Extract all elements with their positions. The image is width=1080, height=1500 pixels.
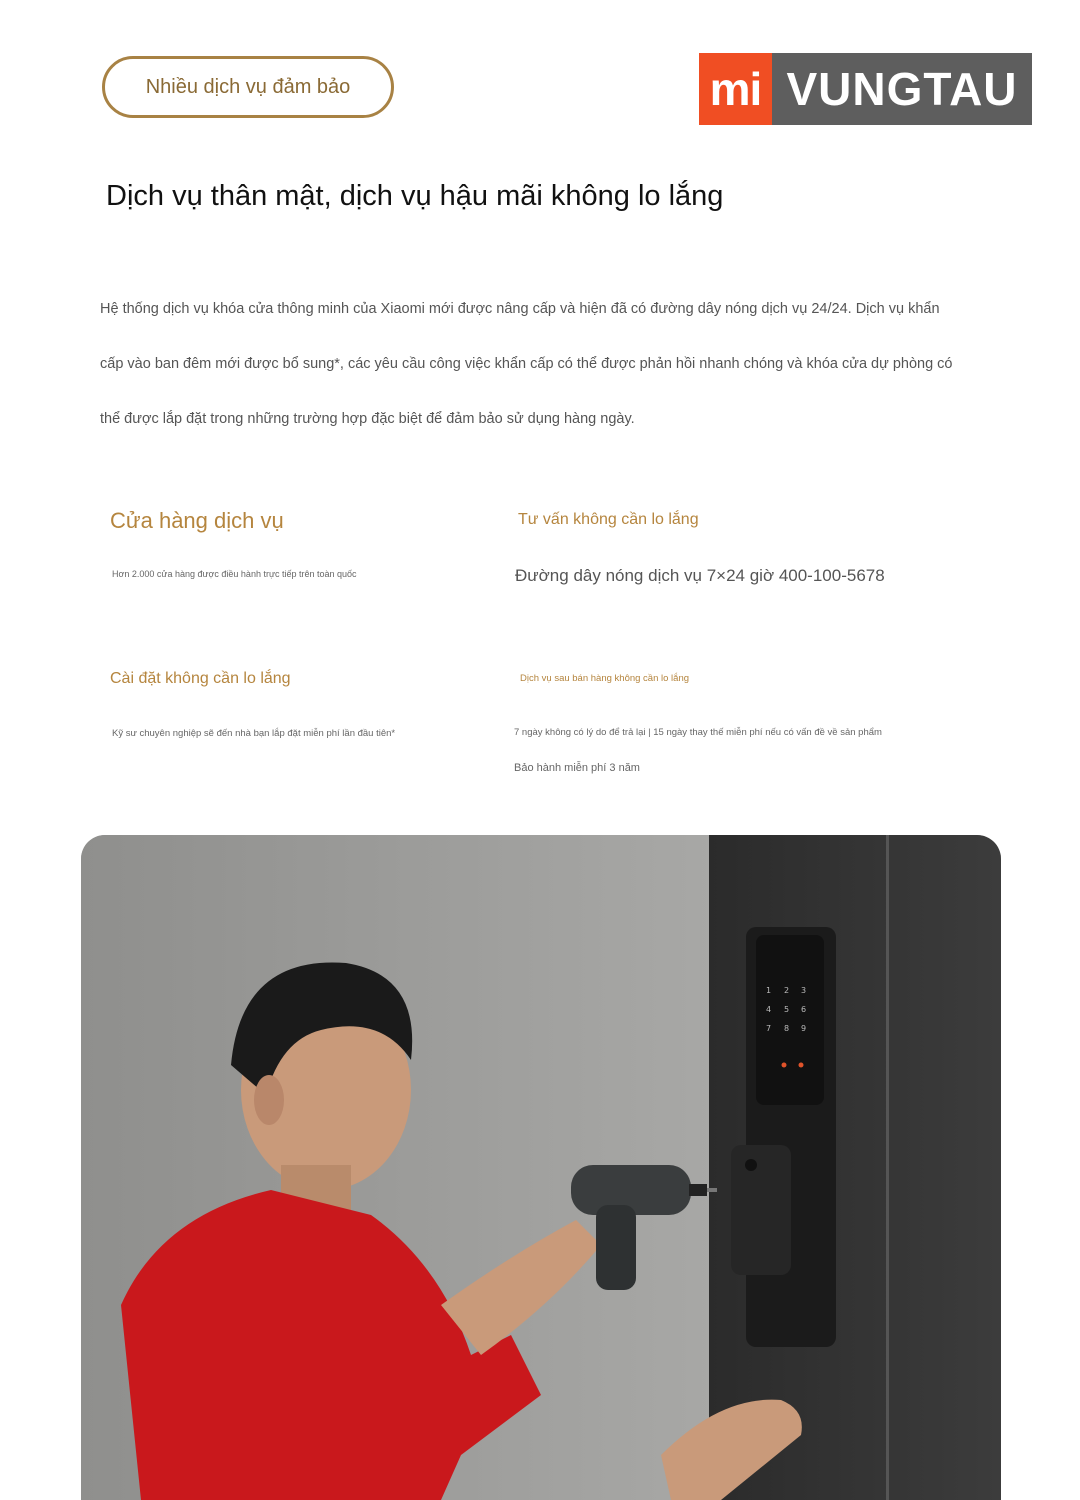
- services-pill-button[interactable]: Nhiều dịch vụ đảm bảo: [102, 56, 394, 118]
- feature-text-warranty: Bảo hành miễn phí 3 năm: [514, 762, 640, 774]
- installation-photo: [81, 835, 1001, 1500]
- page-title: Dịch vụ thân mật, dịch vụ hậu mãi không lo lắng: [106, 180, 724, 212]
- feature-title-after-sales: Dịch vụ sau bán hàng không cần lo lắng: [520, 673, 690, 684]
- svg-text:5: 5: [784, 1005, 790, 1014]
- feature-title-installation: Cài đặt không cần lo lắng: [110, 670, 291, 687]
- svg-text:3: 3: [801, 986, 807, 995]
- feature-text-service-store: Hơn 2.000 cửa hàng được điều hành trực tiếp trên toàn quốc: [112, 569, 357, 579]
- feature-text-installation: Kỹ sư chuyên nghiệp sẽ đến nhà bạn lắp đặt miễn phí lần đầu tiên*: [112, 728, 396, 739]
- mi-logo-mark: mi: [699, 53, 772, 125]
- feature-text-hotline: Đường dây nóng dịch vụ 7×24 giờ 400-100-5678: [515, 566, 885, 585]
- svg-text:7: 7: [766, 1024, 772, 1033]
- feature-title-service-store: Cửa hàng dịch vụ: [110, 508, 284, 533]
- feature-title-consulting: Tư vấn không cần lo lắng: [518, 511, 699, 528]
- svg-text:1: 1: [766, 986, 772, 995]
- svg-text:9: 9: [801, 1024, 807, 1033]
- svg-text:6: 6: [801, 1005, 807, 1014]
- feature-text-returns: 7 ngày không có lý do để trả lại | 15 ngày thay thế miễn phí nếu có vấn đề về sản phẩm: [514, 727, 882, 738]
- service-description: Hệ thống dịch vụ khóa cửa thông minh của Xiaomi mới được nâng cấp và hiện đã có đường dây nóng dịch vụ 24/24. Dịch vụ khẩn cấp vào ban đêm mới được bổ sung*, các yêu cầu công việc khẩn cấp có thể được phản hồi nhanh chóng và khóa cửa dự phòng có thể được lắp đặt trong những trường hợp đặc biệt để đảm bảo sử dụng hàng ngày.: [100, 301, 953, 427]
- svg-text:2: 2: [784, 986, 790, 995]
- mi-vungtau-logo: [699, 53, 1032, 125]
- svg-text:8: 8: [784, 1024, 790, 1033]
- brand-name: VUNGTAU: [772, 53, 1032, 125]
- svg-text:4: 4: [766, 1005, 772, 1014]
